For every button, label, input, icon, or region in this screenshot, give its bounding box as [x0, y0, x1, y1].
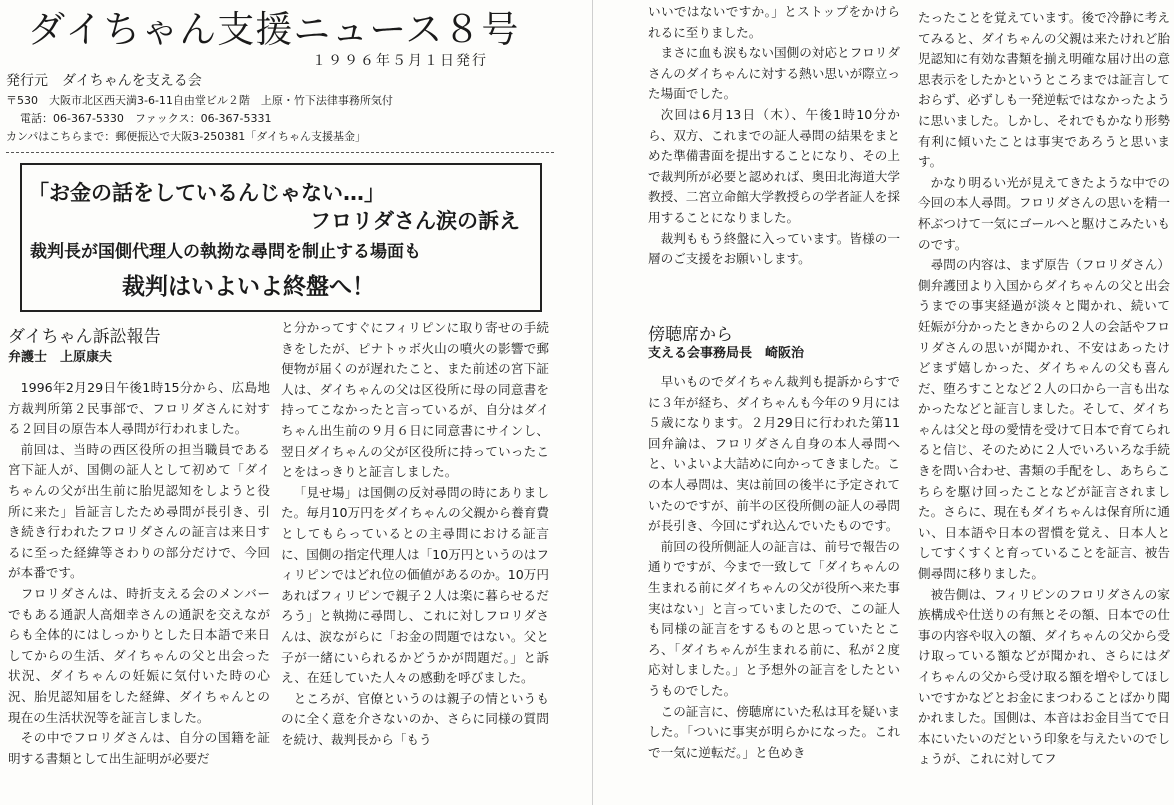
paragraph: 「見せ場」は国側の反対尋問の時にありました。毎月10万円をダイちゃんの父親から養育費としてもらっているとの主尋問における証言に、国側の指定代理人は「10万円というのはフィリピンではどれ位の価値があるのか。10万円あればフィリピンで親子２人は楽に暮らせるだろう」と執拗に尋問し、これに対しフロリダさんは、涙ながらに「お金の問題ではない。父と子が一緒にいられるかどうかが問題だ。」と訴え、在廷していた人々の感動を呼びました。 [281, 484, 549, 686]
gallery-column-1 [648, 372, 900, 805]
paragraph: フロリダさんは、時折支える会のメンバーでもある通訳人高畑幸さんの通訳を交えながらも全体的にはしっかりとした日本語で来日してからの生活、ダイちゃんの父と出会った状況、ダイちゃんの妊娠に気付いた時の心況、胎児認知届をした経緯、ダイちゃんとの現在の生活状況等を証言しました。 [8, 585, 270, 725]
paragraph: たったことを覚えています。後で冷静に考えてみると、ダイちゃんの父親は来たけれど胎児認知に有効な書類を揃え明確な届け出の意思表示をしたかというところまでは証言しておらず、必ずしも一発逆転ではなかったように思いました。しかし、それでもかなり形勢有利に傾いたことは事実であろうと思います。 [918, 10, 1170, 170]
paragraph: この証言に、傍聴席にいた私は耳を疑いました。「ついに事実が明らかになった。これで一気に逆転だ。」と色めき [648, 703, 900, 760]
headline-quote: 「お金の話をしているんじゃない…」 [28, 181, 385, 205]
phone-fax: 電話：06-367-5330 ファックス：06-367-5331 [20, 112, 272, 125]
paragraph: かなり明るい光が見えてきたような中での今回の本人尋問。フロリダさんの思いを精一杯ぶつけて一気にゴールへと駆けこみたいものです。 [918, 174, 1170, 252]
paragraph: 次回は6月13日（木）、午後1時10分から、双方、これまでの証人尋問の結果をまとめた準備書面を提出することになり、その上で裁判所が必要と認めれば、奥田北海道大学教授、二宮立命館大学教授らの学者証人を採用することになりました。 [648, 106, 900, 225]
publisher: 発行元 ダイちゃんを支える会 [6, 73, 202, 89]
gallery-author: 支える会事務局長 崎阪治 [648, 346, 805, 361]
paragraph: ところが、官僚というのは親子の情というものに全く意を介さないのか、さらに同様の質問を続け、裁判長から「もう [281, 690, 549, 747]
paragraph: 早いものでダイちゃん裁判も提訴からすでに３年が経ち、ダイちゃんも今年の９月には５歳になります。２月29日に行われた第11回弁論は、フロリダさん自身の本人尋問へと、いよいよ大詰めに向かってきました。この本人尋問は、実は前回の後半に予定されていたのですが、前半の区役所側の証人の尋問が長引き、今回にずれ込んでいたものです。 [648, 374, 900, 534]
newsletter-title: ダイちゃん支援ニュース８号 [28, 8, 520, 51]
report-title: ダイちゃん訴訟報告 [8, 327, 161, 347]
headline-final-stage: 裁判はいよいよ終盤へ！ [122, 274, 375, 300]
headline-tearful-appeal: フロリダさん涙の訴え [310, 209, 520, 233]
report-author: 弁護士 上原康夫 [8, 350, 113, 365]
paragraph: と分かってすぐにフィリピンに取り寄せの手続きをしたが、ピナトゥボ火山の噴火の影響で郵便物が届くのが遅れたこと、また前述の宮下証人は、ダイちゃんの父は区役所に母の同意書を持ってこなかったと言っているが、自分はダイちゃん出生前の９月６日に同意書にサインし、翌日ダイちゃんの父が区役所に持っていったことをはっきりと証言しました。 [281, 320, 549, 480]
paragraph: 被告側は、フィリピンのフロリダさんの家族構成や仕送りの有無とその額、日本での仕事の内容や収入の額、ダイちゃんの父から受け取っている額などが聞かれ、さらにはダイちゃんの父から受け取る額を増やしてほしいですかなどとお金にまつわることばかり聞かれました。国側は、本音はお金目当てで日本にいたいのだという印象を与えたいのでしょうが、これに対してフ [918, 586, 1170, 767]
paragraph: 1996年2月29日午後1時15分から、広島地方裁判所第２民事部で、フロリダさんに対する２回目の原告本人尋問が行われました。 [8, 380, 270, 437]
headline-box [20, 163, 542, 312]
paragraph: 尋問の内容は、まず原告（フロリダさん）側弁護団より入国からダイちゃんの父と出会うまでの事実経過が淡々と聞かれ、続いて妊娠が分かったときからの２人の会話やフロリダさんの思いが聞かれ、不安はあったけどまず嬉しかった、ダイちゃんの父も喜んだ、堕ろすことなど２人の口から一言も出なかったなどと証言しました。そして、ダイちゃんは父と母の愛情を受けて日本で育てられると信じ、そのために２人でいろいろな手続きを問い合わせ、書類の手配をし、あちらこちらを駆け回ったことなどが証言されました。さらに、現在もダイちゃんは保育所に通い、日本語や日本の習慣を覚え、日本人としてすくすくと育っていることを証言、被告側尋問に移りました。 [918, 257, 1170, 582]
gallery-column-2 [918, 8, 1170, 805]
page-fold [592, 0, 593, 805]
report-column-3 [648, 2, 900, 274]
report-column-1 [8, 378, 270, 805]
address: 〒530 大阪市北区西天満3-6-11自由堂ビル２階 上原・竹下法律事務所気付 [6, 94, 393, 107]
paragraph: いいではないですか。」とストップをかけられるに至りました。 [648, 4, 900, 40]
paragraph: まさに血も涙もない国側の対応とフロリダさんのダイちゃんに対する熱い思いが際立った場面でした。 [648, 45, 900, 102]
issue-date: １９９６年５月１日発行 [312, 53, 488, 69]
paragraph: その中でフロリダさんは、自分の国籍を証明する書類として出生証明が必要だ [8, 730, 270, 766]
paragraph: 裁判ももう終盤に入っています。皆様の一層のご支援をお願いします。 [648, 230, 900, 267]
gallery-title: 傍聴席から [648, 325, 733, 345]
paragraph: 前回は、当時の西区役所の担当職員である宮下証人が、国側の証人として初めて「ダイちゃんの父が出生前に胎児認知をしようと役所に来た」旨証言したため尋問が長引き、引き続き行われたフロリダさんの証言は来日するに至った経緯等さわりの部分だけで、今回が本番です。 [8, 441, 270, 581]
headline-subtitle: 裁判長が国側代理人の執拗な尋問を制止する場面も [30, 242, 421, 262]
masthead-divider [6, 152, 554, 153]
paragraph: 前回の役所側証人の証言は、前号で報告の通りですが、今まで一致して「ダイちゃんの生まれる前にダイちゃんの父が役所へ来た事実はない」と言っていましたので、この証人も同様の証言をするものと思っていたところ、「ダイちゃんが生まれる前に、私が２度応対しました。」と予想外の証言をしたというものでした。 [648, 538, 900, 698]
report-column-2 [281, 318, 549, 805]
donation-info: カンパはこちらまで：郵便振込で大阪3-250381「ダイちゃん支援基金」 [6, 130, 366, 143]
